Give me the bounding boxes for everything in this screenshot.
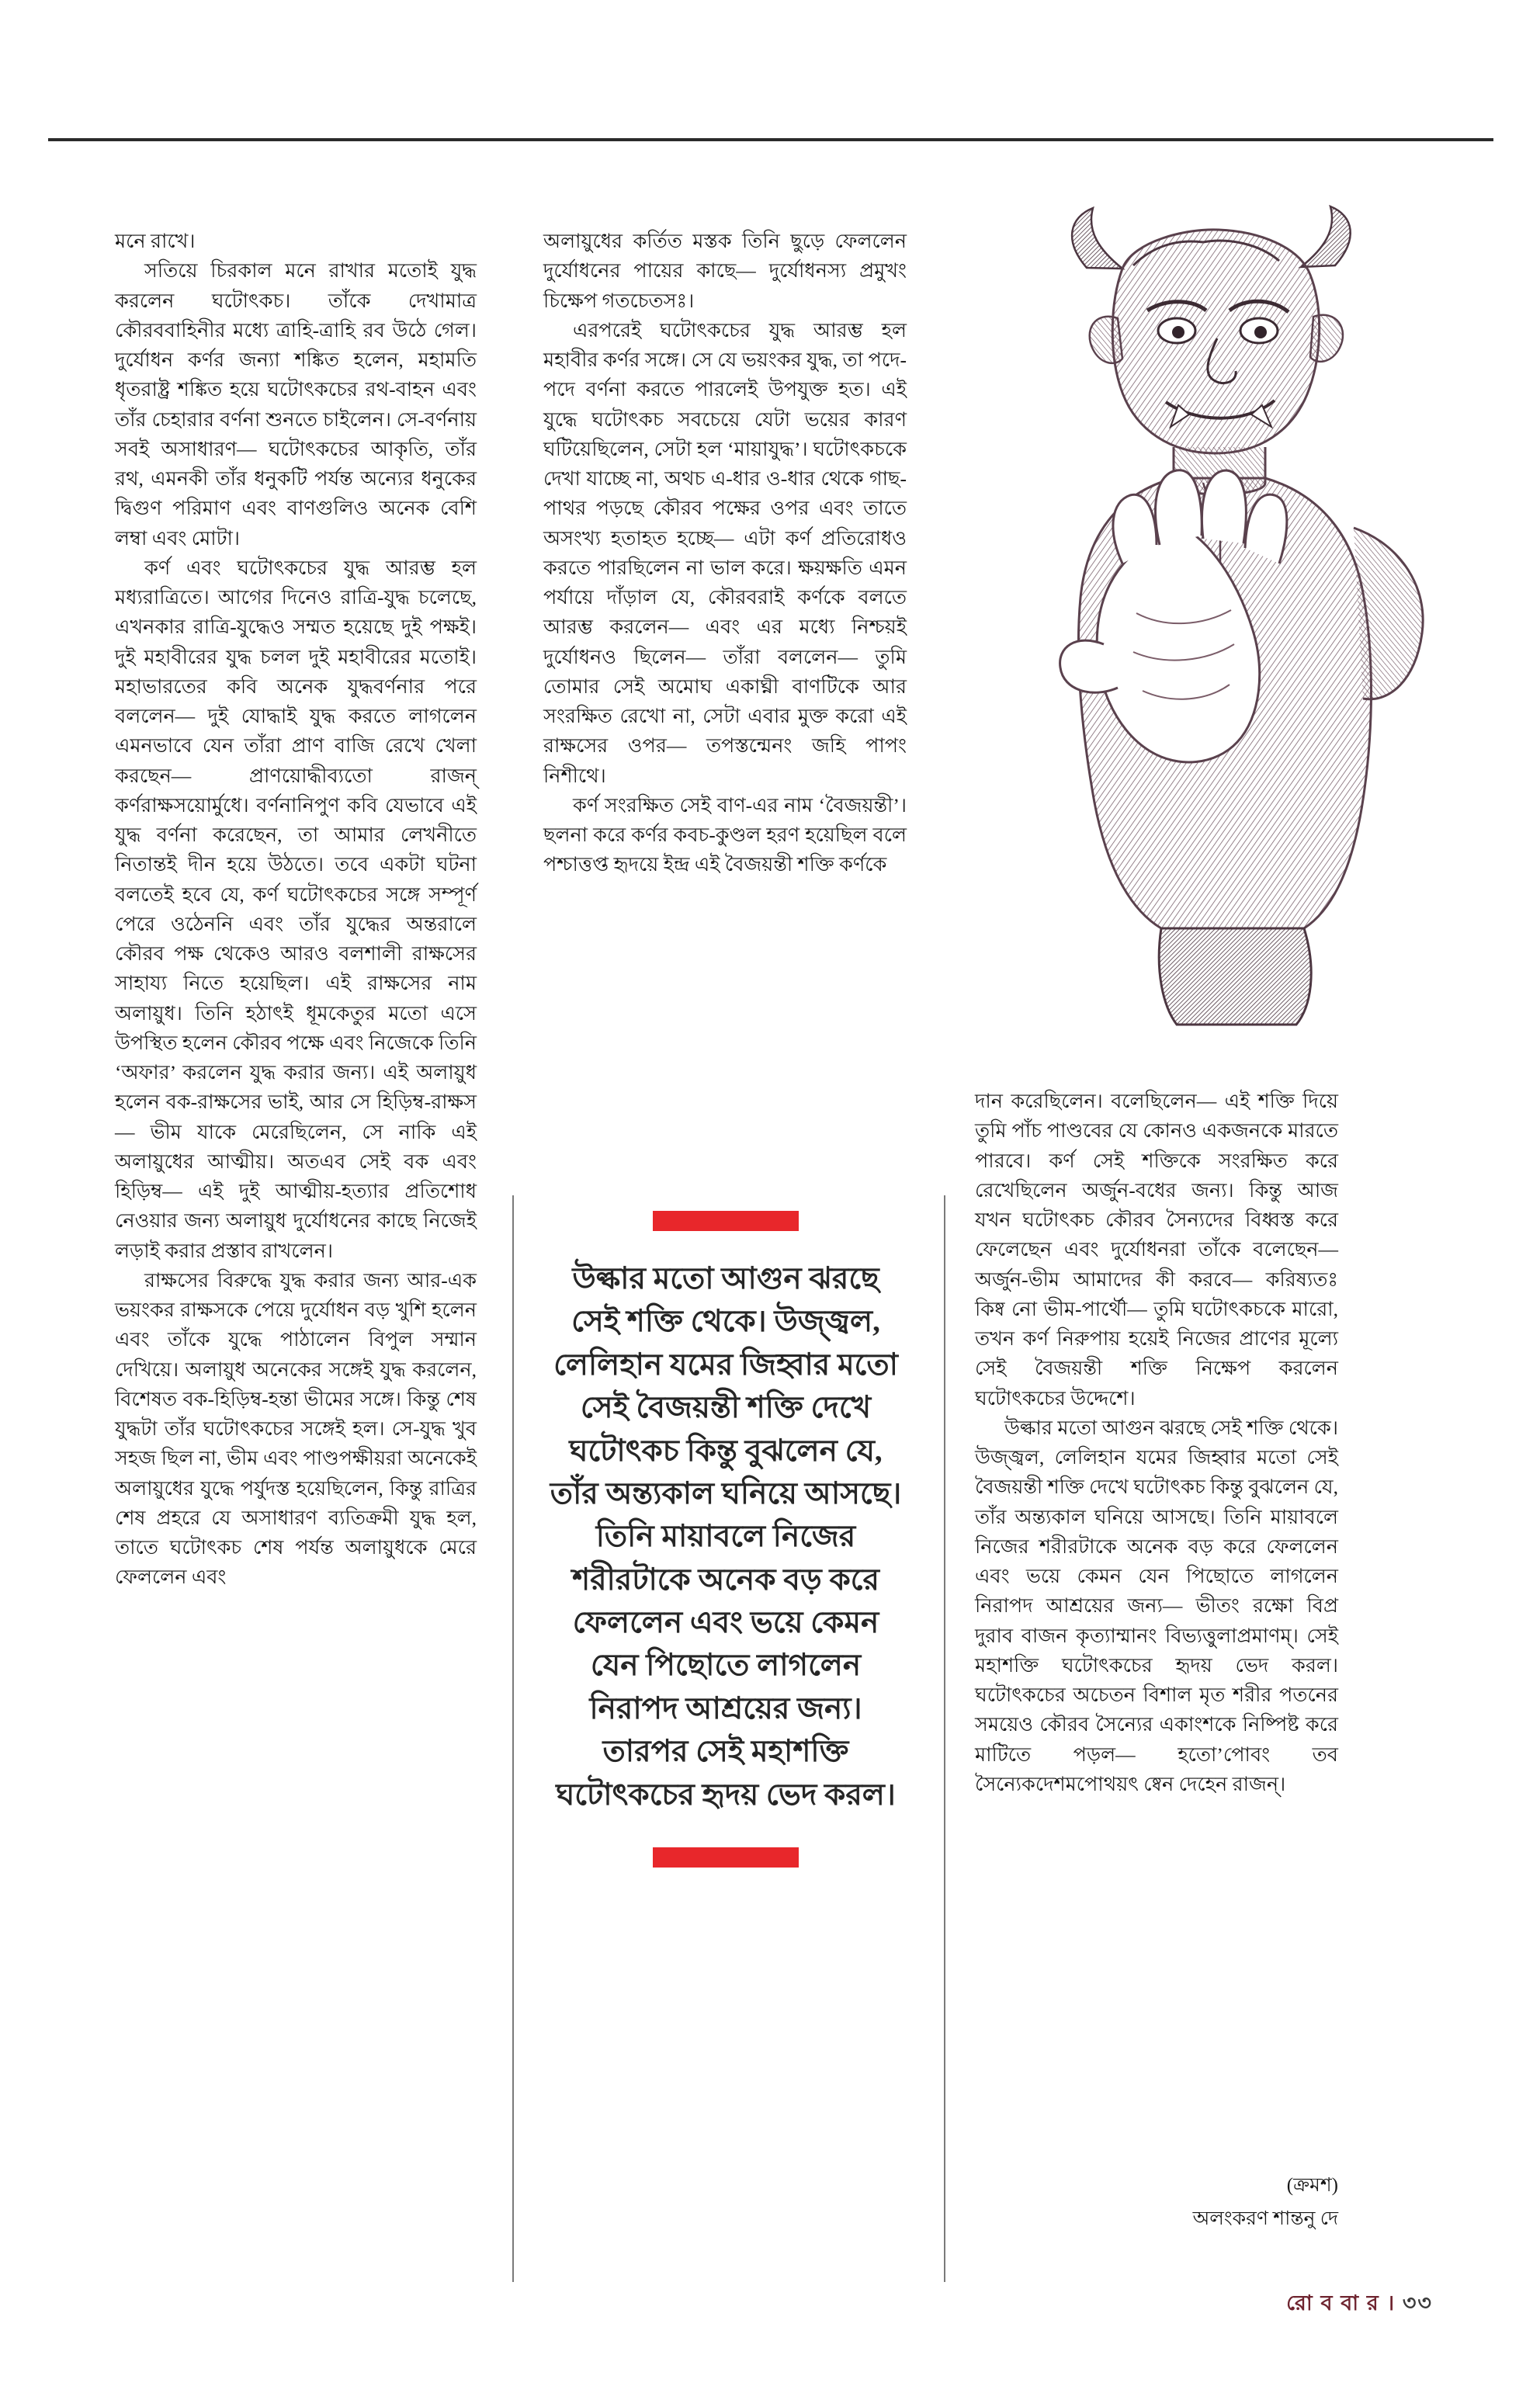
page-number: ৩৩: [1402, 2291, 1433, 2315]
body-column-3: [975, 1087, 1338, 1799]
publication-name: রো ব বা র: [1286, 2291, 1380, 2315]
pull-quote-rule-bottom: [653, 1847, 799, 1868]
paragraph: কর্ণ সংরক্ষিত সেই বাণ-এর নাম ‘বৈজয়ন্তী’। ছলনা করে কর্ণর কবচ-কুণ্ডল হরণ হয়েছিল বলে পশ্চাত্তপ্ত হৃদয়ে ইন্দ্র এই বৈজয়ন্তী শক্তি কর্ণকে: [543, 793, 907, 876]
column-divider: [512, 1195, 514, 2282]
column-divider: [944, 1195, 945, 2282]
body-column-2: [543, 227, 907, 880]
pull-quote: [548, 1211, 904, 1868]
pull-quote-rule-top: [653, 1211, 799, 1231]
body-column-1: [115, 227, 477, 1593]
pull-quote-text: উল্কার মতো আগুন ঝরছে সেই শক্তি থেকে। উজ্জ্বল, লেলিহান যমের জিহ্বার মতো সেই বৈজয়ন্তী শক্তি দেখে ঘটোৎকচ কিন্তু বুঝলেন যে, তাঁর অন্ত্যকাল ঘনিয়ে আসছে। তিনি মায়াবলে নিজের শরীরটাকে অনেক বড় করে ফেললেন এবং ভয়ে কেমন যেন পিছোতে লাগলেন নিরাপদ আশ্রয়ের জন্য। তারপর সেই মহাশক্তি ঘটোৎকচের হৃদয় ভেদ করল।: [550, 1262, 902, 1812]
header-rule: [48, 138, 1493, 141]
paragraph: সতিয়ে চিরকাল মনে রাখার মতোই যুদ্ধ করলেন ঘটোৎকচ। তাঁকে দেখামাত্র কৌরববাহিনীর মধ্যে ত্রাহি-ত্রাহি রব উঠে গেল। দুর্যোধন কর্ণর জন্যা শঙ্কিত হলেন, মহামতি ধৃতরাষ্ট্র শঙ্কিত হয়ে ঘটোৎকচের রথ-বাহন এবং তাঁর চেহারার বর্ণনা শুনতে চাইলেন। সে-বর্ণনায় সবই অসাধারণ— ঘটোৎকচের আকৃতি, তাঁর রথ, এমনকী তাঁর ধনুকটি পর্যন্ত অন্যের ধনুকের দ্বিগুণ পরিমাণ এবং বাণগুলিও অনেক বেশি লম্বা এবং মোটা।: [115, 259, 477, 550]
art-credit: অলংকরণ শান্তনু দে: [1192, 2208, 1338, 2229]
paragraph: উল্কার মতো আগুন ঝরছে সেই শক্তি থেকে। উজ্জ্বল, লেলিহান যমের জিহ্বার মতো সেই বৈজয়ন্তী শক্তি দেখে ঘটোৎকচ কিন্তু বুঝলেন যে, তাঁর অন্ত্যকাল ঘনিয়ে আসছে। তিনি মায়াবলে নিজের শরীরটাকে অনেক বড় করে ফেললেন এবং ভয়ে কেমন যেন পিছোতে লাগলেন নিরাপদ আশ্রয়ের জন্য— ভীতং রক্ষো বিপ্র দুরাব বাজন কৃত্যাম্মানং বিভ্যত্তুলাপ্রমাণম্। সেই মহাশক্তি ঘটোৎকচের হৃদয় ভেদ করল। ঘটোৎকচের অচেতন বিশাল মৃত শরীর পতনের সময়েও কৌরব সৈন্যের একাংশকে নিষ্পিষ্ট করে মাটিতে পড়ল— হতো’পোবং তব সৈন্যেকদেশমপোথয়ৎ ষ্বেন দেহেন রাজন্।: [975, 1416, 1338, 1795]
footer-separator: ।: [1386, 2291, 1396, 2315]
page-footer: [1286, 2287, 1433, 2322]
paragraph: দান করেছিলেন। বলেছিলেন— এই শক্তি দিয়ে তুমি পাঁচ পাণ্ডবের যে কোনও একজনকে মারতে পারবে। কর্ণ সেই শক্তিকে সংরক্ষিত করে রেখেছিলেন অর্জুন-বধের জন্য। কিন্তু আজ যখন ঘটোৎকচ কৌরব সৈন্যদের বিধ্বস্ত করে ফেলেছেন এবং দুর্যোধনরা তাঁকে বলেছেন— অর্জুন-ভীম আমাদের কী করবে— করিষ্যতঃ কিষ্ব নো ভীম-পার্থৌ— তুমি ঘটোৎকচকে মারো, তখন কর্ণ নিরুপায় হয়েই নিজের প্রাণের মূল্যে সেই বৈজয়ন্তী শক্তি নিক্ষেপ করলেন ঘটোৎকচের উদ্দেশে।: [975, 1090, 1338, 1410]
paragraph: মনে রাখে।: [115, 230, 196, 252]
paragraph: এরপরেই ঘটোৎকচের যুদ্ধ আরম্ভ হল মহাবীর কর্ণর সঙ্গে। সে যে ভয়ংকর যুদ্ধ, তা পদে-পদে বর্ণনা করতে পারলেই উপযুক্ত হত। এই যুদ্ধে ঘটোৎকচ সবচেয়ে যেটা ভয়ের কারণ ঘটিয়েছিলেন, সেটা হল ‘মায়াযুদ্ধ’। ঘটোৎকচকে দেখা যাচ্ছে না, অথচ এ-ধার ও-ধার থেকে গাছ-পাথর পড়ছে কৌরব পক্ষের ওপর এবং তাতে অসংখ্য হতাহত হচ্ছে— এটা কর্ণ প্রতিরোধও করতে পারছিলেন না ভাল করে। ক্ষয়ক্ষতি এমন পর্যায়ে দাঁড়াল যে, কৌরবরাই কর্ণকে বলতে আরম্ভ করলেন— এবং এর মধ্যে নিশ্চয়ই দুর্যোধনও ছিলেন— তাঁরা বললেন— তুমি তোমার সেই অমোঘ একাঘ্নী বাণটিকে আর সংরক্ষিত রেখো না, সেটা এবার মুক্ত করো এই রাক্ষসের ওপর— তপস্তন্মেনং জহি পাপং নিশীথে।: [543, 318, 907, 787]
paragraph: রাক্ষসের বিরুদ্ধে যুদ্ধ করার জন্য আর-এক ভয়ংকর রাক্ষসকে পেয়ে দুর্যোধন বড় খুশি হলেন এবং তাঁকে যুদ্ধে পাঠালেন বিপুল সম্মান দেখিয়ে। অলায়ুধ অনেকের সঙ্গেই যুদ্ধ করলেন, বিশেষত বক-হিড়িম্ব-হন্তা ভীমের সঙ্গে। কিন্তু শেষ যুদ্ধটা তাঁর ঘটোৎকচের সঙ্গেই হল। সে-যুদ্ধ খুব সহজ ছিল না, ভীম এবং পাণ্ডপক্ষীয়রা অনেকেই অলায়ুধের যুদ্ধে পর্যুদস্ত হয়েছিলেন, কিন্তু রাত্রির শেষ প্রহরে যে অসাধারণ ব্যতিক্রমী যুদ্ধ হল, তাতে ঘটোৎকচ শেষ পর্যন্ত অলায়ুধকে মেরে ফেললেন এবং: [115, 1268, 477, 1589]
ghatotkacha-demon-illustration: [970, 194, 1506, 1032]
serial-continuation-note: (ক্রমশ): [1286, 2175, 1338, 2196]
paragraph: অলায়ুধের কর্তিত মস্তক তিনি ছুড়ে ফেললেন দুর্যোধনের পায়ের কাছে— দুর্যোধনস্য প্রমুখং চিক্ষেপ গতচেতসঃ।: [543, 230, 907, 312]
paragraph: কর্ণ এবং ঘটোৎকচের যুদ্ধ আরম্ভ হল মধ্যরাত্রিতে। আগের দিনেও রাত্রি-যুদ্ধ চলেছে, এখনকার রাত্রি-যুদ্ধেও সম্মত হয়েছে দুই পক্ষই। দুই মহাবীরের যুদ্ধ চলল দুই মহাবীরের মতোই। মহাভারতের কবি অনেক যুদ্ধবর্ণনার পরে বললেন— দুই যোদ্ধাই যুদ্ধ করতে লাগলেন এমনভাবে যেন তাঁরা প্রাণ বাজি রেখে খেলা করছেন— প্রাণয়োদ্ধীব্যতো রাজন্ কর্ণরাক্ষসয়োর্মুধে। বর্ণনানিপুণ কবি যেভাবে এই যুদ্ধ বর্ণনা করেছেন, তা আমার লেখনীতে নিতান্তই দীন হয়ে উঠতে। তবে একটা ঘটনা বলতেই হবে যে, কর্ণ ঘটোৎকচের সঙ্গে সম্পূর্ণ পেরে ওঠেননি এবং তাঁর যুদ্ধের অন্তরালে কৌরব পক্ষ থেকেও আরও বলশালী রাক্ষসের সাহায্য নিতে হয়েছিল। এই রাক্ষসের নাম অলায়ুধ। তিনি হঠাৎই ধূমকেতুর মতো এসে উপস্থিত হলেন কৌরব পক্ষে এবং নিজেকে তিনি ‘অফার’ করলেন যুদ্ধ করার জন্য। এই অলায়ুধ হলেন বক-রাক্ষসের ভাই, আর সে হিড়িম্ব-রাক্ষস— ভীম যাকে মেরেছিলেন, সে নাকি এই অলায়ুধের আত্মীয়। অতএব সেই বক এবং হিড়িম্ব— এই দুই আত্মীয়-হত্যার প্রতিশোধ নেওয়ার জন্য অলায়ুধ দুর্যোধনের কাছে নিজেই লড়াই করার প্রস্তাব রাখলেন।: [115, 556, 477, 1262]
